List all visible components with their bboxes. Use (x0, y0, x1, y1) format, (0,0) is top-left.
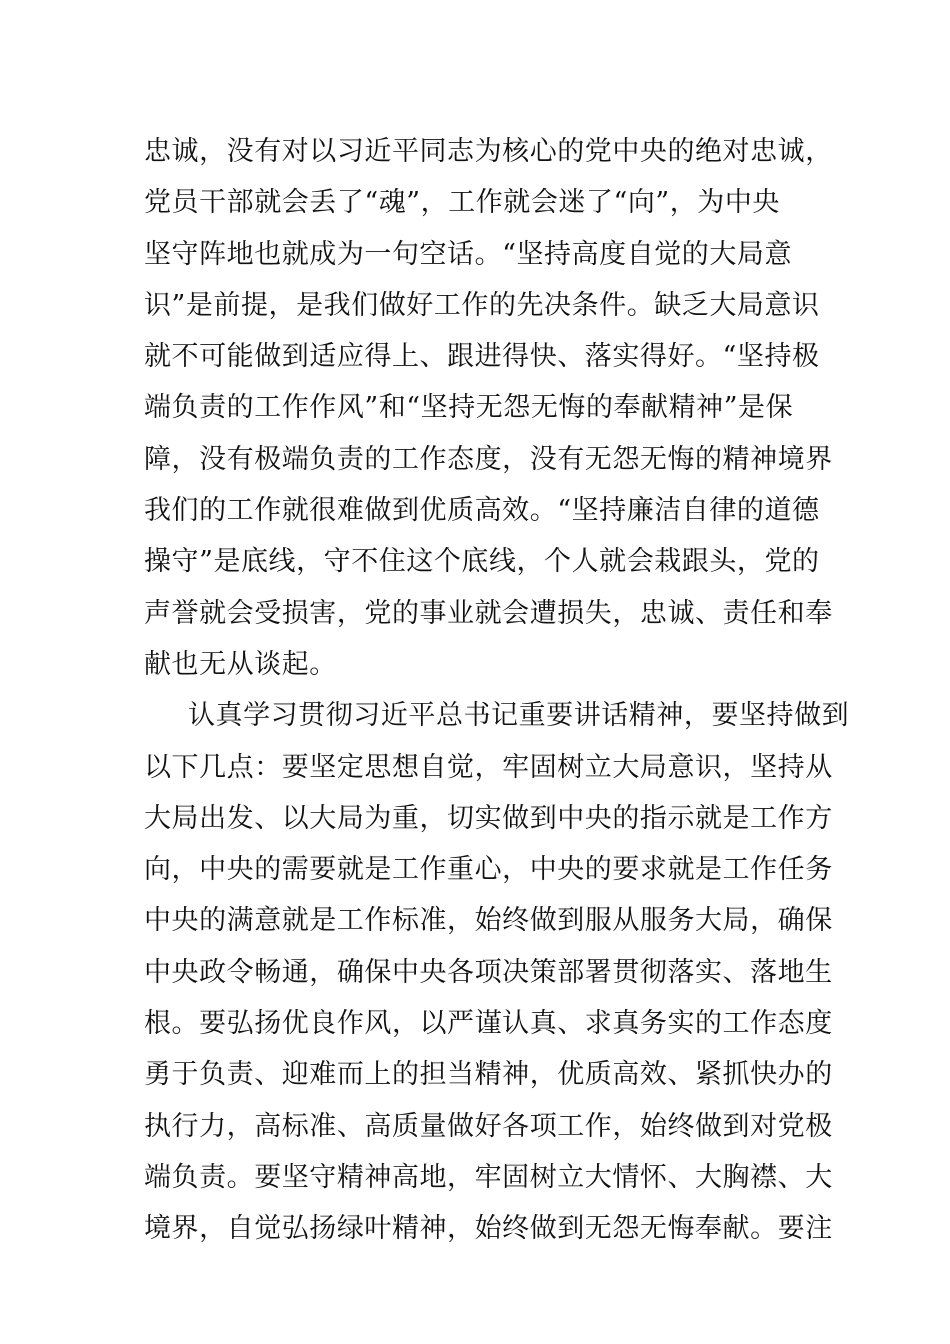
text-line: 执行力，高标准、高质量做好各项工作，始终做到对党极 (144, 1110, 833, 1142)
text-line: 识”是前提，是我们做好工作的先决条件。缺乏大局意识 (144, 289, 820, 321)
text-line: 境界，自觉弘扬绿叶精神，始终做到无怨无悔奉献。要注 (144, 1213, 833, 1245)
text-line: 中央政令畅通，确保中央各项决策部署贯彻落实、落地生 (144, 956, 833, 988)
body-text (144, 126, 850, 1255)
text-line-indented: 认真学习贯彻习近平总书记重要讲话精神，要坚持做到 (188, 700, 850, 732)
paragraph-2 (144, 690, 850, 1254)
text-line: 端负责的工作作风”和“坚持无怨无悔的奉献精神”是保 (144, 392, 794, 424)
text-line: 根。要弘扬优良作风，以严谨认真、求真务实的工作态度 (144, 1008, 833, 1040)
text-line: 忠诚，没有对以习近平同志为核心的党中央的绝对忠诚， (144, 136, 833, 167)
paragraph-1 (144, 126, 833, 690)
text-line: 就不可能做到适应得上、跟进得快、落实得好。“坚持极 (144, 341, 820, 373)
text-line: 勇于负责、迎难而上的担当精神，优质高效、紧抓快办的 (144, 1059, 833, 1091)
text-line: 以下几点：要坚定思想自觉，牢固树立大局意识，坚持从 (144, 751, 833, 783)
text-line: 声誉就会受损害，党的事业就会遭损失，忠诚、责任和奉 (144, 597, 833, 629)
text-line: 我们的工作就很难做到优质高效。“坚持廉洁自律的道德 (144, 495, 820, 527)
text-line: 献也无从谈起。 (144, 648, 337, 680)
text-line: 操守”是底线，守不住这个底线，个人就会栽跟头，党的 (144, 546, 820, 578)
text-line: 大局出发、以大局为重，切实做到中央的指示就是工作方 (144, 802, 833, 834)
text-line: 坚守阵地也就成为一句空话。“坚持高度自觉的大局意 (144, 238, 793, 270)
text-line: 党员干部就会丢了“魂”，工作就会迷了“向”，为中央 (144, 187, 780, 219)
text-line: 障，没有极端负责的工作态度，没有无怨无悔的精神境界 (144, 443, 833, 475)
text-line: 向，中央的需要就是工作重心，中央的要求就是工作任务 (144, 854, 833, 886)
text-line: 端负责。要坚守精神高地，牢固树立大情怀、大胸襟、大 (144, 1161, 833, 1193)
text-line: 中央的满意就是工作标准，始终做到服从服务大局，确保 (144, 905, 833, 937)
